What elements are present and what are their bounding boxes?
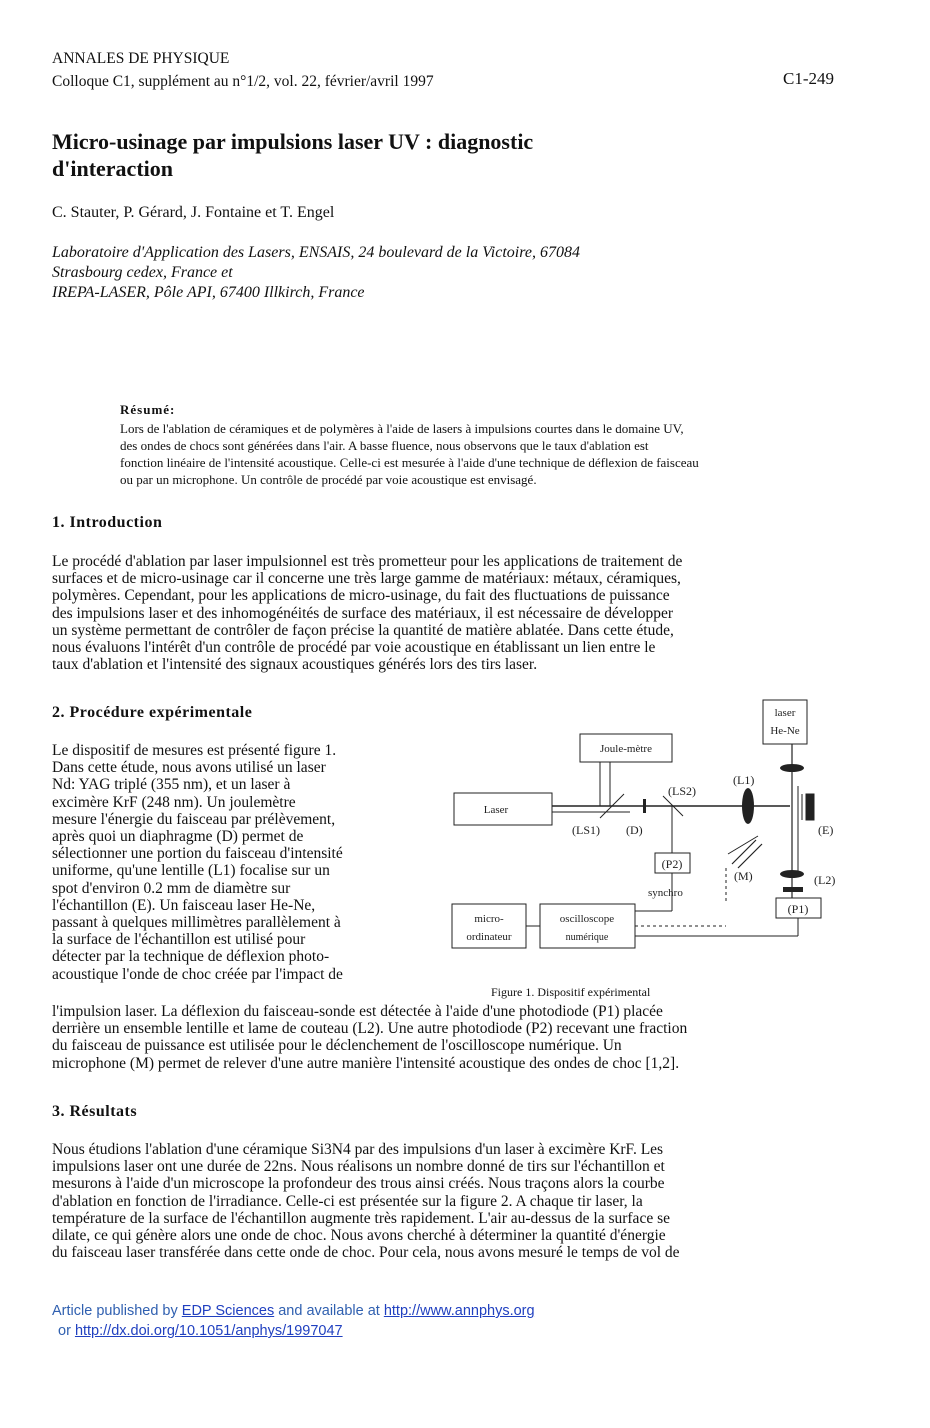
section-1-title: 1. Introduction (52, 514, 163, 531)
text-line: l'impulsion laser. La déflexion du faisceau-sonde est détectée à l'aide d'une photodiode (P1) placée (52, 1003, 663, 1020)
label-p2: (P2) (661, 857, 683, 871)
journal-name: ANNALES DE PHYSIQUE (52, 50, 230, 67)
text-line: polymères. Cependant, pour les applications de micro-usinage, du fait des fluctuations de puissance (52, 587, 670, 605)
diaphragm-d (643, 799, 646, 813)
text-line: Le dispositif de mesures est présenté figure 1. (52, 742, 337, 759)
text-line: excimère KrF (248 nm). Un joulemètre (52, 793, 296, 811)
label-laser-hene-1: laser (774, 707, 796, 719)
authors: C. Stauter, P. Gérard, J. Fontaine et T. Engel (52, 204, 335, 221)
lens-l1 (742, 788, 754, 824)
abstract-line: Lors de l'ablation de céramiques et de polymères à l'aide de lasers à impulsions courtes dans le domaine UV, (120, 421, 684, 436)
label-l1: (L1) (733, 773, 755, 787)
label-laser: Laser (483, 804, 509, 816)
footer-line-1 (52, 1302, 535, 1320)
label-e: (E) (818, 823, 834, 837)
text-line: du faisceau de puissance est utilisée pour le déclenchement de l'oscilloscope numérique. Un (52, 1037, 622, 1055)
lens-l2 (780, 870, 804, 878)
text-line: Le procédé d'ablation par laser impulsionnel est très prometteur pour les applications de traitement de (52, 553, 683, 570)
text-line: mesure l'énergie du faisceau par prélèvement, (52, 810, 336, 828)
text-line: dilate, ce qui génère alors une onde de choc. Nous avons cherché à déterminer la quantité d'énergie (52, 1227, 666, 1245)
text-line: acoustique l'onde de choc créée par l'impact de (52, 965, 343, 983)
text-line: après quoi un diaphragme (D) permet de (52, 828, 304, 846)
text-line: impulsions laser ont une durée de 22ns. Nous réalisons un nombre donné de tirs sur l'échantillon et (52, 1158, 665, 1176)
paper-title-line-1: Micro-usinage par impulsions laser UV : diagnostic (52, 129, 534, 154)
text-line: un système permettant de contrôler de façon précise la quantité de matière ablatée. Dans cette étude, (52, 621, 674, 639)
affiliation-line-3: IREPA-LASER, Pôle API, 67400 Illkirch, France (52, 284, 365, 301)
footer-middle: and available at (278, 1303, 380, 1319)
text-line: Dans cette étude, nous avons utilisé un laser (52, 759, 326, 777)
text-line: Nd: YAG triplé (355 nm), et un laser à (52, 776, 291, 794)
text-line: détecter par la technique de déflexion photo- (52, 948, 330, 966)
doi-link[interactable]: http://dx.doi.org/10.1051/anphys/1997047 (74, 1323, 343, 1339)
label-l2: (L2) (814, 873, 836, 887)
label-p1: (P1) (787, 902, 809, 916)
figure-caption: Figure 1. Dispositif expérimental (491, 985, 651, 999)
text-line: du faisceau laser transférée dans cette onde de choc. Pour cela, nous avons mesuré le temps de vol de (52, 1244, 680, 1262)
abstract-line: des ondes de chocs sont générées dans l'air. A basse fluence, nous observons que le taux d'ablation est (120, 438, 649, 453)
section-3-body (52, 1141, 847, 1261)
section-2-title: 2. Procédure expérimentale (52, 704, 253, 721)
section-2-left-column (52, 742, 420, 983)
text-line: des impulsions laser et des inhomogénéités de surface des matériaux, il est nécessaire de développer (52, 604, 674, 622)
label-synchro: synchro (648, 887, 683, 899)
text-line: mesurons à l'aide d'un microscope la profondeur des trous ainsi créés. Nous traçons alors la courbe (52, 1175, 665, 1193)
label-micro-2: ordinateur (466, 931, 512, 943)
text-line: Nous étudions l'ablation d'une céramique Si3N4 par des impulsions d'un laser à excimère KrF. Les (52, 1141, 664, 1158)
label-ls2: (LS2) (668, 784, 696, 798)
abstract (120, 420, 848, 488)
footer-or: or (58, 1323, 71, 1339)
experimental-setup-diagram (440, 696, 850, 966)
label-m: (M) (734, 869, 753, 883)
footer-line-2 (58, 1322, 343, 1340)
text-line: spot d'environ 0.2 mm de diamètre sur (52, 879, 291, 897)
label-osc-1: oscilloscope (559, 913, 615, 925)
section-2-body (52, 1003, 847, 1072)
label-joulemetre: Joule-mètre (600, 743, 652, 755)
text-line: d'ablation en fonction de l'irradiance. Celle-ci est présentée sur la figure 2. A chaque tir laser, la (52, 1192, 643, 1210)
label-d: (D) (626, 823, 643, 837)
text-line: température de la surface de l'échantillon augmente très rapidement. L'air au-dessus de la surface se (52, 1209, 670, 1227)
text-line: nous évaluons l'intérêt d'un contrôle de procédé par voie acoustique en établissant un lien entre le (52, 639, 656, 657)
text-line: surfaces et de micro-usinage car il concerne une très large gamme de matériaux: métaux, céramiques, (52, 570, 681, 588)
section-1-body (52, 553, 847, 673)
abstract-line: fonction linéaire de l'intensité acoustique. Celle-ci est mesurée à l'aide d'une technique de déflexion de faisceau (120, 455, 699, 470)
lens-hene (780, 764, 804, 772)
journal-issue: Colloque C1, supplément au n°1/2, vol. 22, février/avril 1997 (52, 73, 434, 90)
footer-prefix: Article published by (52, 1303, 178, 1319)
text-line: sélectionner une portion du faisceau d'intensité (52, 845, 343, 863)
text-line: passant à quelques millimètres parallèlement à (52, 914, 341, 932)
text-line: derrière un ensemble lentille et lame de couteau (L2). Une autre photodiode (P2) recevant une fraction (52, 1020, 688, 1038)
text-line: la surface de l'échantillon est utilisé pour (52, 931, 306, 949)
label-laser-hene-2: He-Ne (770, 725, 800, 737)
publisher-link[interactable]: EDP Sciences (181, 1303, 275, 1319)
text-line: microphone (M) permet de relever d'une autre manière l'intensité acoustique des ondes de choc [1,2]. (52, 1054, 680, 1072)
abstract-label: Résumé: (120, 402, 176, 417)
abstract-line: ou par un microphone. Un contrôle de procédé par voie acoustique est envisagé. (120, 472, 537, 487)
text-line: taux d'ablation et l'intensité des signaux acoustiques générés lors des tirs laser. (52, 656, 538, 674)
label-micro-1: micro- (474, 913, 504, 925)
text-line: l'échantillon (E). Un faisceau laser He-Ne, (52, 896, 316, 914)
page-number: C1-249 (783, 69, 834, 88)
paper-title-line-2: d'interaction (52, 156, 173, 181)
label-ls1: (LS1) (572, 823, 600, 837)
annphys-link[interactable]: http://www.annphys.org (383, 1303, 535, 1319)
label-osc-2: numérique (565, 932, 609, 943)
section-3-title: 3. Résultats (52, 1103, 138, 1120)
affiliation-line-2: Strasbourg cedex, France et (52, 264, 233, 281)
knife-edge (783, 887, 803, 892)
affiliation-line-1: Laboratoire d'Application des Lasers, ENSAIS, 24 boulevard de la Victoire, 67084 (52, 244, 580, 261)
text-line: uniforme, qu'une lentille (L1) focalise sur un (52, 862, 330, 880)
